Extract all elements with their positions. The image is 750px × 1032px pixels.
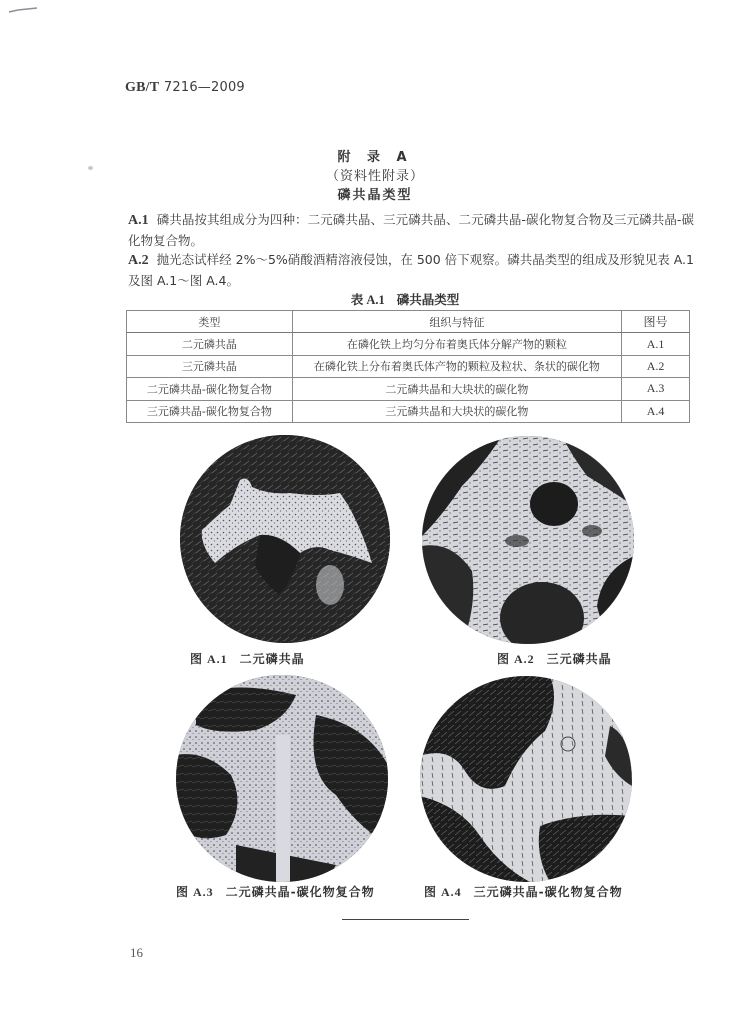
figure-title: 三元磷共晶 xyxy=(546,652,612,666)
cell-figure: A.3 xyxy=(622,378,690,400)
micrograph-a2 xyxy=(422,436,634,644)
figure-caption-a3 xyxy=(176,883,375,900)
table-caption-title: 磷共晶类型 xyxy=(396,292,460,307)
cell-structure: 三元磷共晶和大块状的碳化物 xyxy=(292,400,621,422)
cell-type: 三元磷共晶 xyxy=(127,355,293,377)
micrograph-a4 xyxy=(420,676,632,882)
cell-structure: 二元磷共晶和大块状的碳化物 xyxy=(292,378,621,400)
paragraph-text: 磷共晶按其组成分为四种：二元磷共晶、三元磷共晶、二元磷共晶-碳化物复合物及三元磷共晶-碳化物复合物。 xyxy=(128,212,694,248)
paragraph-a1 xyxy=(128,210,694,251)
annex-title: 附 录 A xyxy=(337,150,413,165)
table-row xyxy=(127,400,690,422)
cell-type: 二元磷共晶-碳化物复合物 xyxy=(127,378,293,400)
standard-number: 7216—2009 xyxy=(163,80,245,95)
annex-subject: 磷共晶类型 xyxy=(337,188,413,203)
figure-title: 二元磷共晶-碳化物复合物 xyxy=(225,885,375,899)
cell-figure: A.2 xyxy=(622,355,690,377)
table-row xyxy=(127,378,690,400)
micrograph-a1 xyxy=(180,435,390,643)
scan-corner-mark xyxy=(8,7,38,13)
paragraph-a2 xyxy=(128,250,694,291)
paragraph-text: 抛光态试样经 2%～5%硝酸酒精溶液侵蚀，在 500 倍下观察。磷共晶类型的组成及形貌见表 A.1 及图 A.1～图 A.4。 xyxy=(128,252,694,288)
figure-number: 图 A.4 xyxy=(424,885,462,899)
figure-caption-a4 xyxy=(424,883,623,900)
figure-title: 二元磷共晶 xyxy=(239,652,305,666)
cell-type: 二元磷共晶 xyxy=(127,333,293,355)
cell-structure: 在磷化铁上均匀分布着奥氏体分解产物的颗粒 xyxy=(292,333,621,355)
figure-caption-a1 xyxy=(190,650,305,667)
paragraph-label: A.2 xyxy=(128,253,149,268)
table-caption xyxy=(0,290,750,308)
table-caption-number: 表 A.1 xyxy=(350,293,385,307)
cell-figure: A.1 xyxy=(622,333,690,355)
table-row xyxy=(127,355,690,377)
table-row xyxy=(127,333,690,355)
column-header-type: 类型 xyxy=(127,311,293,333)
phosphide-eutectic-types-table xyxy=(126,310,690,423)
standard-code: GB/T xyxy=(125,80,160,95)
annex-type: （资料性附录） xyxy=(325,169,424,184)
cell-structure: 在磷化铁上分布着奥氏体产物的颗粒及粒状、条状的碳化物 xyxy=(292,355,621,377)
column-header-structure: 组织与特征 xyxy=(292,311,621,333)
cell-type: 三元磷共晶-碳化物复合物 xyxy=(127,400,293,422)
figure-number: 图 A.2 xyxy=(497,652,535,666)
column-header-figure: 图号 xyxy=(622,311,690,333)
paragraph-label: A.1 xyxy=(128,213,149,228)
end-of-annex-rule xyxy=(342,919,469,920)
figure-number: 图 A.1 xyxy=(190,652,228,666)
figure-caption-a2 xyxy=(497,650,612,667)
page-header xyxy=(125,79,245,96)
cell-figure: A.4 xyxy=(622,400,690,422)
table-header-row xyxy=(127,311,690,333)
figure-number: 图 A.3 xyxy=(176,885,214,899)
page-number: 16 xyxy=(130,945,143,960)
micrograph-a3 xyxy=(176,675,388,882)
figure-title: 三元磷共晶-碳化物复合物 xyxy=(473,885,623,899)
